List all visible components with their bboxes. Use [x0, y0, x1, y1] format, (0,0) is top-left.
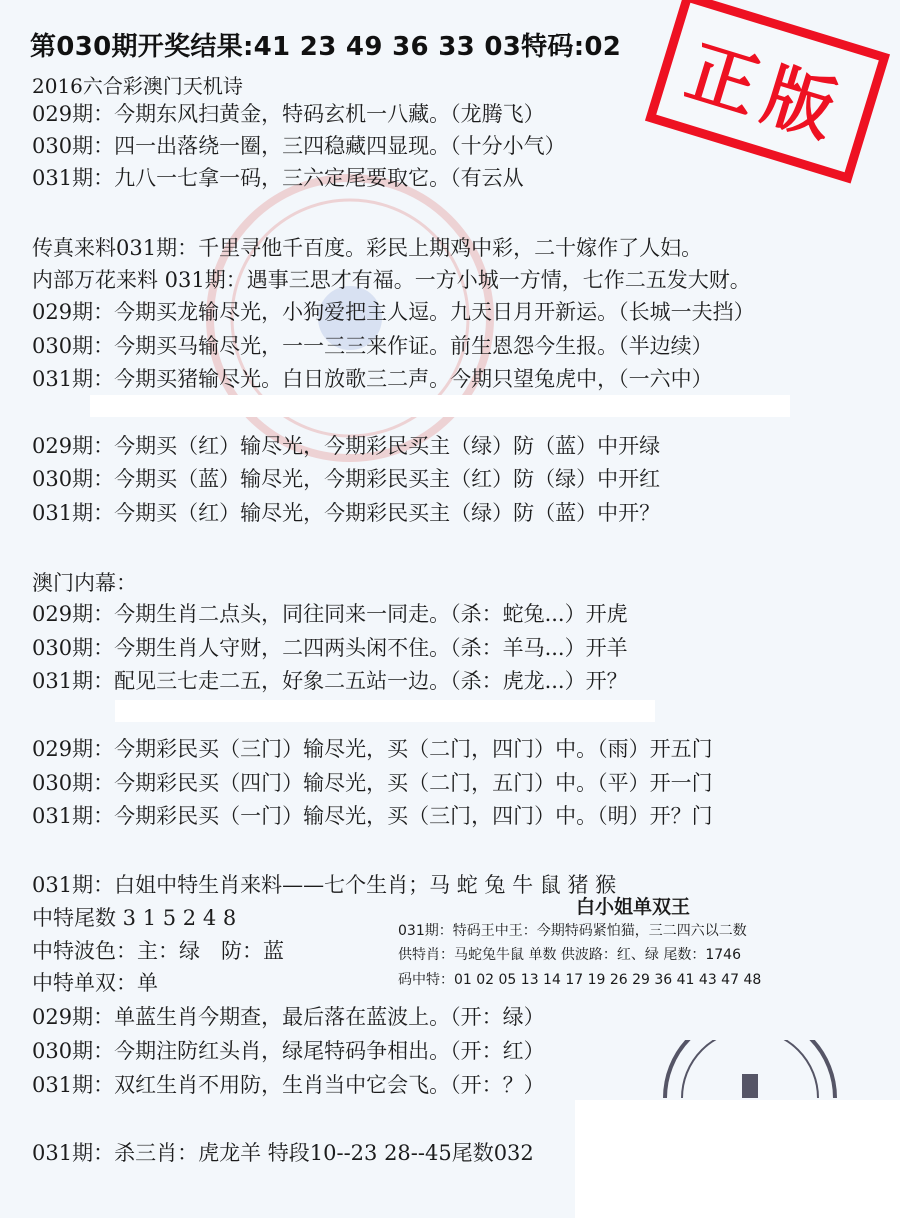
text-line: 031期：双红生肖不用防，生肖当中它会飞。（开：？）	[32, 1073, 545, 1097]
text-line: 031期：九八一七拿一码，三六定尾要取它。（有云从	[32, 166, 524, 190]
text-line: 传真来料031期：千里寻他千百度。彩民上期鸡中彩，二十嫁作了人妇。	[32, 236, 703, 260]
text-line: 029期：今期彩民买（三门）输尽光，买（二门，四门）中。（雨）开五门	[32, 737, 713, 761]
poem-subtitle: 2016六合彩澳门天机诗	[32, 74, 243, 98]
draw-result-title: 第030期开奖结果:41 23 49 36 33 03特码:02	[30, 32, 622, 62]
text-line: 中特波色：主：绿 防：蓝	[32, 939, 284, 963]
text-line: 030期：今期买马输尽光，一一三三来作证。前生恩怨今生报。（半边续）	[32, 334, 713, 358]
text-line: 030期：今期买（蓝）输尽光，今期彩民买主（红）防（绿）中开红	[32, 467, 661, 491]
text-line: 中特尾数 3 1 5 2 4 8	[32, 906, 237, 930]
text-line: 030期：今期彩民买（四门）输尽光，买（二门，五门）中。（平）开一门	[32, 771, 713, 795]
blank-patch	[90, 395, 790, 417]
text-line: 内部万花来料 031期：遇事三思才有福。一方小城一方情，七作二五发大财。	[32, 268, 751, 292]
text-line: 029期：今期东风扫黄金，特码玄机一八藏。（龙腾飞）	[32, 102, 545, 126]
box-line: 供特肖：马蛇兔牛鼠 单数 供波路：红、绿 尾数：1746	[398, 947, 741, 963]
box-line: 码中特：01 02 05 13 14 17 19 26 29 36 41 43 47 48	[398, 972, 762, 988]
text-line: 031期：今期彩民买（一门）输尽光，买（三门，四门）中。（明）开？门	[32, 804, 713, 828]
notary-seal-icon	[660, 1040, 840, 1100]
text-line: 030期：今期注防红头肖，绿尾特码争相出。（开：红）	[32, 1039, 545, 1063]
text-line: 031期：今期买（红）输尽光，今期彩民买主（绿）防（蓝）中开？	[32, 501, 661, 525]
text-line: 中特单双：单	[32, 971, 158, 995]
text-line: 029期：今期买龙输尽光，小狗爱把主人逗。九天日月开新运。（长城一夫挡）	[32, 300, 755, 324]
text-line: 031期：今期买猪输尽光。白日放歌三二声。今期只望兔虎中，（一六中）	[32, 367, 713, 391]
single-double-box	[398, 892, 858, 992]
blank-patch	[115, 700, 655, 722]
text-line: 029期：今期生肖二点头，同往同来一同走。（杀：蛇兔...）开虎	[32, 602, 628, 626]
text-line: 031期：杀三肖：虎龙羊 特段10--23 28--45尾数032	[32, 1141, 534, 1165]
text-line: 029期：今期买（红）输尽光，今期彩民买主（绿）防（蓝）中开绿	[32, 434, 661, 458]
section-heading: 澳门内幕：	[32, 571, 137, 595]
box-line: 031期：特码王中王：今期特码紧怕猫，三二四六以二数	[398, 923, 747, 939]
box-title: 白小姐单双王	[576, 896, 691, 918]
text-line: 029期：单蓝生肖今期查，最后落在蓝波上。（开：绿）	[32, 1005, 545, 1029]
text-line: 031期：配见三七走二五，好象二五站一边。（杀：虎龙...）开？	[32, 669, 628, 693]
genuine-stamp: 正版	[645, 0, 890, 183]
text-line: 031期：白姐中特生肖来料——七个生肖；马 蛇 兔 牛 鼠 猪 猴	[32, 873, 617, 897]
text-line: 030期：四一出落绕一圈，三四稳藏四显现。（十分小气）	[32, 134, 566, 158]
blank-patch	[575, 1100, 900, 1218]
text-line: 030期：今期生肖人守财，二四两头闲不住。（杀：羊马...）开羊	[32, 636, 628, 660]
